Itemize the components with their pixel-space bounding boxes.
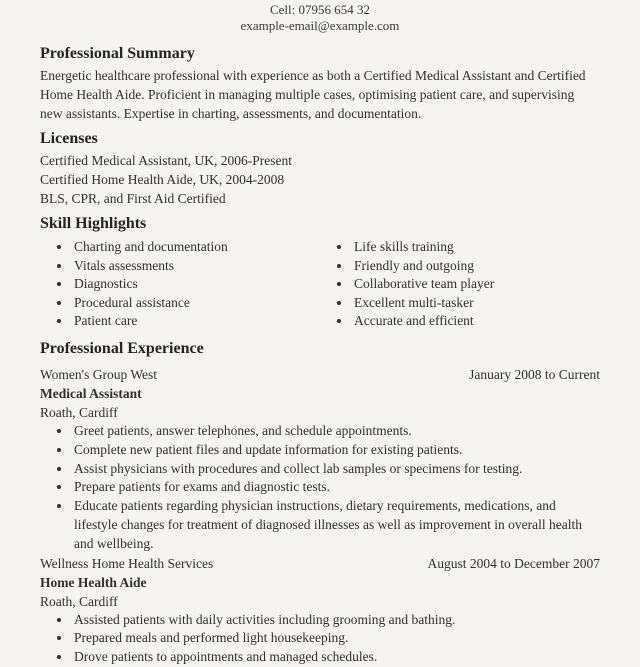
license-item: Certified Medical Assistant, UK, 2006-Present — [40, 153, 292, 168]
skill-item: • Patient care — [72, 312, 320, 331]
job-header — [40, 365, 600, 384]
section-title-licenses: Licenses — [40, 130, 98, 147]
skill-item: • Collaborative team player — [352, 275, 600, 294]
skill-item: • Friendly and outgoing — [352, 257, 600, 276]
contact-info — [40, 2, 600, 34]
contact-cell: Cell: 07956 654 32 — [269, 2, 371, 17]
job-bullet: • Prepared meals and performed light housekeeping. — [72, 629, 600, 648]
job-header — [40, 554, 600, 573]
job-bullet: • Greet patients, answer telephones, and schedule appointments. — [72, 422, 600, 441]
skill-item: • Charting and documentation — [72, 238, 320, 257]
licenses-list — [40, 151, 600, 208]
job-bullet: • Complete new patient files and update information for existing patients. — [72, 441, 600, 460]
job-bullet: • Drove patients to appointments and managed schedules. — [72, 648, 600, 667]
contact-email: example-email@example.com — [240, 18, 400, 33]
job-entry — [40, 365, 600, 554]
skill-item: • Accurate and efficient — [352, 312, 600, 331]
skills-columns — [40, 238, 600, 331]
skill-item: • Procedural assistance — [72, 294, 320, 313]
skill-item: • Excellent multi-tasker — [352, 294, 600, 313]
job-bullet-list — [40, 611, 600, 667]
skills-column-right — [320, 238, 600, 331]
job-dates: August 2004 to December 2007 — [427, 555, 600, 571]
job-location: Roath, Cardiff — [40, 593, 118, 609]
section-title-skills: Skill Highlights — [40, 215, 147, 232]
skills-column-left — [40, 238, 320, 331]
skill-item: • Life skills training — [352, 238, 600, 257]
job-company: Women's Group West — [40, 366, 157, 382]
job-entry — [40, 554, 600, 667]
job-bullet: • Educate patients regarding physician instructions, dietary requirements, medications, and lifestyle changes for treatment of diagnosed illnesses as well as improvement in overall health and wellbeing. — [72, 497, 600, 553]
job-role: Home Health Aide — [40, 574, 147, 590]
skill-item: • Vitals assessments — [72, 257, 320, 276]
job-bullet: • Assisted patients with daily activities including grooming and bathing. — [72, 611, 600, 630]
job-bullet: • Assist physicians with procedures and collect lab samples or specimens for testing. — [72, 460, 600, 479]
job-location: Roath, Cardiff — [40, 404, 118, 420]
license-item: BLS, CPR, and First Aid Certified — [40, 191, 226, 206]
job-bullet-list — [40, 422, 600, 554]
license-item: Certified Home Health Aide, UK, 2004-2008 — [40, 172, 285, 187]
job-role: Medical Assistant — [40, 385, 142, 401]
skill-item: • Diagnostics — [72, 275, 320, 294]
section-title-summary: Professional Summary — [40, 45, 195, 62]
job-dates: January 2008 to Current — [469, 366, 600, 382]
job-bullet: • Prepare patients for exams and diagnostic tests. — [72, 478, 600, 497]
job-company: Wellness Home Health Services — [40, 555, 214, 571]
summary-text: Energetic healthcare professional with experience as both a Certified Medical Assistant and Certified Home Health Aide. Proficient in managing multiple cases, optimising patient care, and supervising new assistants. Expertise in charting, assessments, and documentation. — [40, 68, 586, 121]
section-title-experience: Professional Experience — [40, 339, 204, 357]
